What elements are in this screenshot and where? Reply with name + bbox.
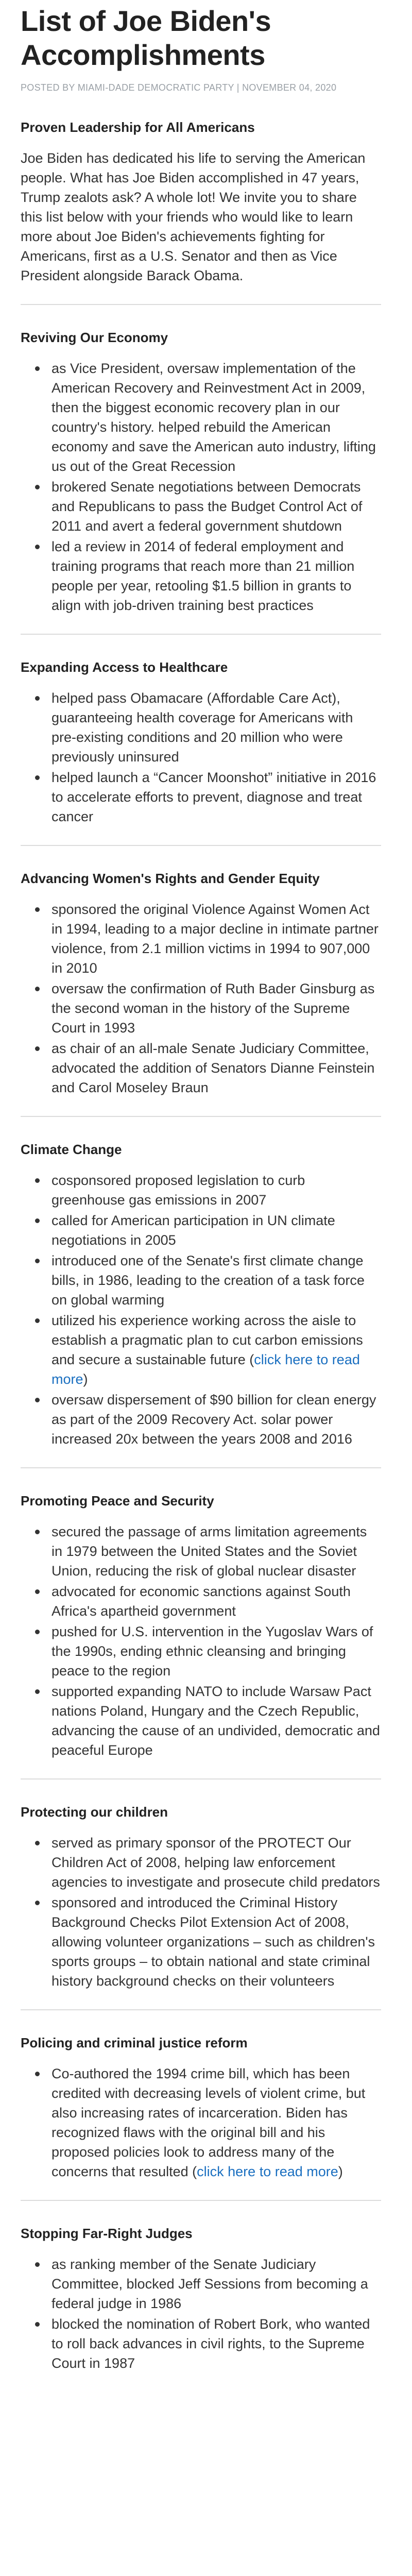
section-divider — [21, 2200, 381, 2201]
bullet-list — [21, 688, 381, 826]
list-item-text: as Vice President, oversaw implementation of the American Recovery and Reinvestment Act in 2009, then the biggest economic recovery plan in our country's history. helped rebuild the American economy and save the American auto industry, lifting us out of the Great Recession — [52, 361, 376, 474]
list-item-text: sponsored and introduced the Criminal History Background Checks Pilot Extension Act of 2008, allowing volunteer organizations – such as children's sports groups – to obtain national and state criminal history background checks on their volunteers — [52, 1895, 375, 1989]
list-item-text: brokered Senate negotiations between Democrats and Republicans to pass the Budget Control Act of 2011 and avert a federal government shutdown — [52, 479, 363, 534]
section-divider — [21, 2009, 381, 2010]
list-item — [52, 1893, 381, 1991]
section-divider — [21, 845, 381, 846]
list-item — [52, 2314, 381, 2373]
list-item — [52, 1390, 381, 1449]
list-item-text: oversaw dispersement of $90 billion for clean energy as part of the 2009 Recovery Act. solar power increased 20x between the years 2008 and 2016 — [52, 1392, 376, 1447]
list-item — [52, 2064, 381, 2181]
list-item — [52, 688, 381, 767]
section-heading: Advancing Women's Rights and Gender Equity — [21, 871, 320, 886]
list-item-text: served as primary sponsor of the PROTECT Our Children Act of 2008, helping law enforcement agencies to investigate and prosecute child predators — [52, 1835, 380, 1890]
list-item — [52, 1622, 381, 1681]
read-more-link[interactable]: click here to read more — [52, 1352, 360, 1387]
section-heading: Reviving Our Economy — [21, 330, 168, 345]
bullet-list — [21, 2255, 381, 2373]
list-item-text: led a review in 2014 of federal employment and training programs that reach more than 21 million people per year, retooling $1.5 billion in grants to align with job-driven training best practices — [52, 539, 355, 613]
bullet-list — [21, 1522, 381, 1760]
list-item-text: cosponsored proposed legislation to curb greenhouse gas emissions in 2007 — [52, 1173, 305, 1208]
bullet-list — [21, 900, 381, 1097]
bullet-list — [21, 1833, 381, 1991]
section-divider — [21, 1116, 381, 1117]
list-item — [52, 1251, 381, 1310]
content-section — [21, 329, 381, 615]
section-heading: Policing and criminal justice reform — [21, 2035, 248, 2050]
list-item — [52, 1039, 381, 1097]
list-item — [52, 1582, 381, 1621]
bullet-list — [21, 359, 381, 615]
section-heading: Promoting Peace and Security — [21, 1493, 214, 1509]
content-section — [21, 658, 381, 826]
content-section — [21, 1141, 381, 1449]
byline: POSTED BY MIAMI-DADE DEMOCRATIC PARTY | NOVEMBER 04, 2020 — [21, 82, 337, 93]
bullet-list — [21, 2064, 381, 2181]
list-item — [52, 1522, 381, 1581]
list-item-text: called for American participation in UN climate negotiations in 2005 — [52, 1213, 335, 1248]
read-more-link[interactable]: click here to read more — [197, 2164, 338, 2179]
intro-heading: Proven Leadership for All Americans — [21, 120, 255, 135]
content-section — [21, 870, 381, 1097]
list-item — [52, 537, 381, 615]
content-section — [21, 2225, 381, 2373]
content-section — [21, 1492, 381, 1760]
section-divider — [21, 634, 381, 635]
intro-section — [21, 118, 381, 285]
list-item — [52, 768, 381, 826]
list-item — [52, 2255, 381, 2313]
list-item-text-end: ) — [338, 2164, 343, 2179]
list-item — [52, 900, 381, 978]
list-item-text: introduced one of the Senate's first climate change bills, in 1986, leading to the creation of a task force on global warming — [52, 1253, 365, 1308]
list-item-text-end: ) — [83, 1371, 88, 1387]
list-item-text: sponsored the original Violence Against Women Act in 1994, leading to a major decline in intimate partner violence, from 2.1 million victims in 1994 to 907,000 in 2010 — [52, 902, 379, 976]
list-item-text: as chair of an all-male Senate Judiciary Committee, advocated the addition of Senators Dianne Feinstein and Carol Moseley Braun — [52, 1041, 375, 1095]
section-heading: Protecting our children — [21, 1804, 168, 1820]
list-item — [52, 477, 381, 536]
list-item — [52, 1833, 381, 1892]
list-item — [52, 1682, 381, 1760]
section-divider — [21, 1778, 381, 1780]
list-item-text: Co-authored the 1994 crime bill, which has been credited with decreasing levels of violent crime, but also increasing rates of incarceration. Biden has recognized flaws with the original bill and his proposed policies look to address many of the concerns that resulted ( — [52, 2066, 366, 2179]
list-item-text: supported expanding NATO to include Warsaw Pact nations Poland, Hungary and the Czech Republic, advancing the cause of an undivided, democratic and peaceful Europe — [52, 1684, 380, 1758]
section-heading: Expanding Access to Healthcare — [21, 659, 228, 675]
intro-text: Joe Biden has dedicated his life to serving the American people. What has Joe Biden accomplished in 47 years, Trump zealots ask? A whole lot! We invite you to share this list below with your friends who would like to learn more about Joe Biden's achievements fighting for Americans, first as a U.S. Senator and then as Vice President alongside Barack Obama. — [21, 150, 366, 283]
list-item-text: advocated for economic sanctions against South Africa's apartheid government — [52, 1584, 351, 1619]
list-item-text: oversaw the confirmation of Ruth Bader Ginsburg as the second woman in the history of the Supreme Court in 1993 — [52, 981, 375, 1036]
bullet-list — [21, 1171, 381, 1449]
section-heading: Climate Change — [21, 1142, 122, 1157]
section-divider — [21, 1467, 381, 1468]
content-section — [21, 1803, 381, 1991]
list-item — [52, 1211, 381, 1250]
list-item-text: utilized his experience working across the aisle to establish a pragmatic plan to cut carbon emissions and secure a sustainable future ( — [52, 1313, 363, 1367]
list-item-text: pushed for U.S. intervention in the Yugoslav Wars of the 1990s, ending ethnic cleansing and bringing peace to the region — [52, 1624, 373, 1679]
list-item-text: helped pass Obamacare (Affordable Care Act), guaranteeing health coverage for Americans with pre-existing conditions and 20 million who were previously uninsured — [52, 690, 353, 765]
list-item-text: as ranking member of the Senate Judiciary Committee, blocked Jeff Sessions from becoming a federal judge in 1986 — [52, 2257, 368, 2311]
list-item-text: blocked the nomination of Robert Bork, who wanted to roll back advances in civil rights, to the Supreme Court in 1987 — [52, 2316, 370, 2371]
section-divider — [21, 304, 381, 305]
article-title: List of Joe Biden's Accomplishments — [21, 5, 271, 71]
list-item-text: helped launch a “Cancer Moonshot” initiative in 2016 to accelerate efforts to prevent, diagnose and treat cancer — [52, 770, 376, 824]
list-item — [52, 1171, 381, 1210]
section-heading: Stopping Far-Right Judges — [21, 2226, 193, 2241]
sections-container — [21, 304, 381, 2373]
list-item — [52, 979, 381, 1038]
content-section — [21, 2034, 381, 2181]
list-item — [52, 359, 381, 476]
list-item-text: secured the passage of arms limitation agreements in 1979 between the United States and the Soviet Union, reducing the risk of global nuclear disaster — [52, 1524, 367, 1579]
list-item — [52, 1311, 381, 1389]
